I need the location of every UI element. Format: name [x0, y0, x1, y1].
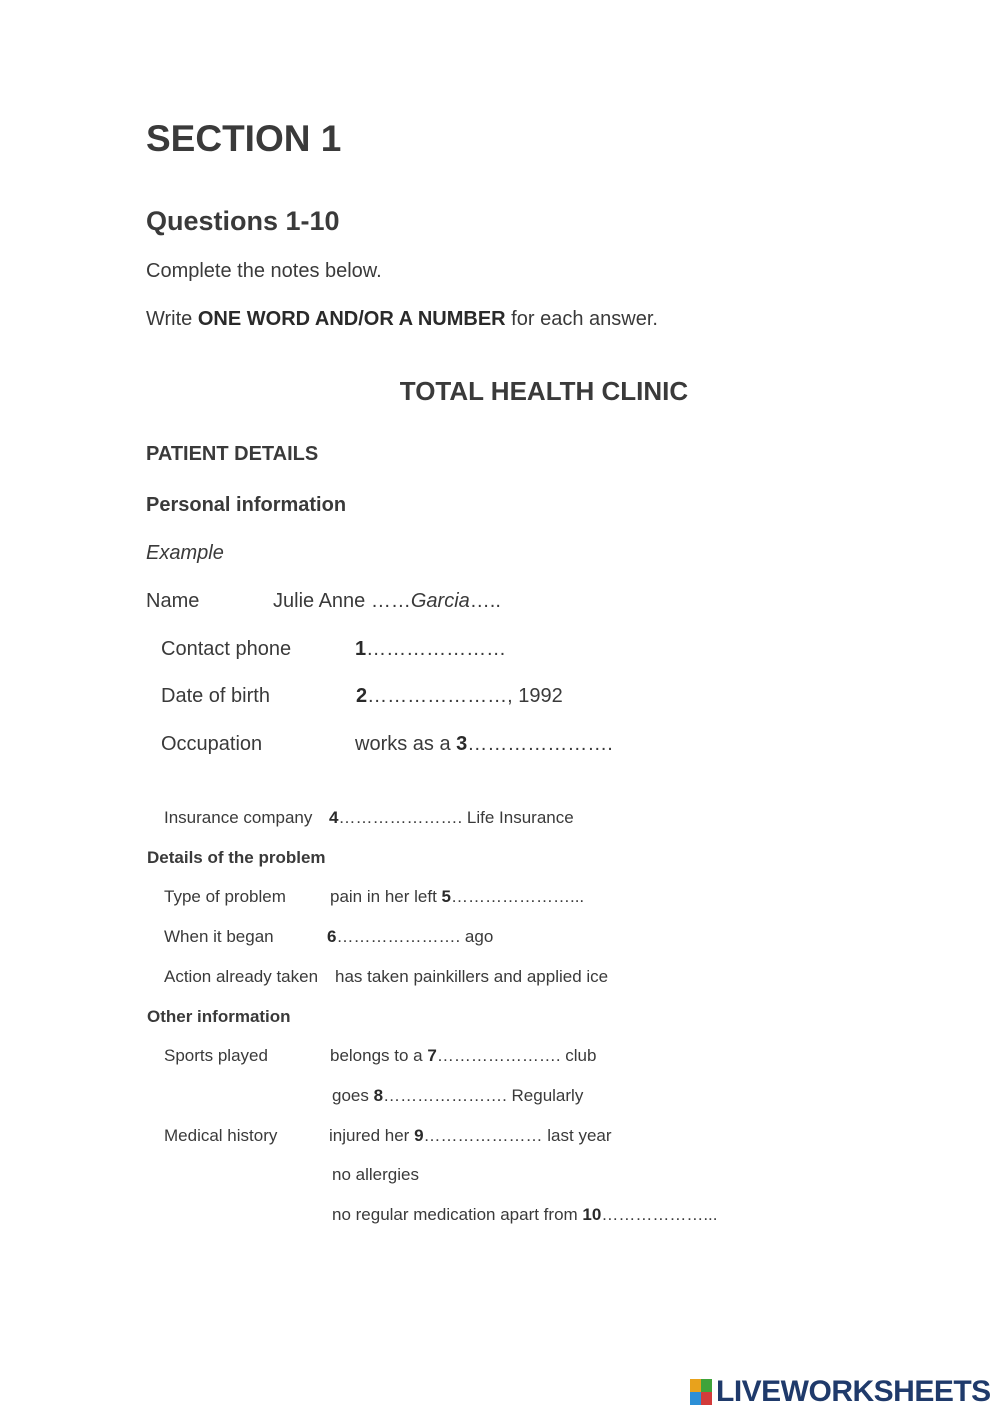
answer-2-blank: …………………: [367, 685, 508, 707]
answer-6-blank: ………………….: [336, 927, 465, 946]
answer-7-field[interactable]: [330, 1046, 596, 1066]
other-information-heading: Other information: [147, 1007, 291, 1026]
insurance-company-label: Insurance company: [164, 808, 313, 827]
answer-10-field[interactable]: [332, 1205, 718, 1225]
instruction-bold: ONE WORD AND/OR A NUMBER: [197, 308, 506, 330]
occupation-label: Occupation: [161, 733, 263, 755]
example-label: [146, 542, 224, 565]
name-pre: Julie Anne ……: [273, 590, 411, 612]
name-value: [273, 590, 501, 613]
question-number-10: 10: [582, 1205, 602, 1224]
medical-history-label: Medical history: [164, 1126, 278, 1145]
medical-suffix: last year: [547, 1126, 612, 1145]
answer-9-field[interactable]: [329, 1126, 612, 1146]
answer-9-blank: …………………: [423, 1126, 548, 1145]
answer-7-blank: ………………….: [436, 1046, 566, 1065]
instruction-pre: Write: [146, 308, 198, 330]
name-post: …..: [469, 590, 501, 612]
contact-phone-label: Contact phone: [161, 638, 292, 660]
answer-10-blank: ………………...: [601, 1205, 718, 1224]
logo-square-1: [690, 1379, 701, 1392]
question-number-6: 6: [327, 927, 337, 946]
answer-8-field[interactable]: [332, 1086, 583, 1106]
insurance-suffix: Life Insurance: [466, 808, 574, 827]
dob-year: , 1992: [507, 685, 563, 707]
patient-details-heading: PATIENT DETAILS: [146, 443, 319, 465]
goes-suffix: Regularly: [511, 1086, 584, 1105]
date-of-birth-label: Date of birth: [161, 685, 270, 707]
question-number-2: 2: [356, 685, 368, 707]
sports-played-label: Sports played: [164, 1046, 268, 1065]
medical-pre: injured her: [329, 1126, 415, 1145]
answer-3-field[interactable]: [355, 733, 613, 756]
liveworksheets-logo-text: LIVEWORKSHEETS: [716, 1375, 991, 1408]
question-number-5: 5: [441, 887, 451, 906]
type-of-problem-label: Type of problem: [164, 887, 286, 906]
answer-4-field[interactable]: [329, 808, 574, 828]
logo-square-2: [701, 1379, 712, 1392]
section-title: SECTION 1: [146, 118, 342, 159]
answer-8-blank: ………………….: [383, 1086, 512, 1105]
answer-1-field[interactable]: [355, 638, 506, 661]
answer-3-blank: ………………….: [467, 733, 613, 755]
action-taken-label: Action already taken: [164, 967, 319, 986]
problem-details-heading: Details of the problem: [147, 848, 326, 867]
personal-information-heading: Personal information: [146, 494, 347, 516]
logo-square-4: [701, 1392, 712, 1405]
began-suffix: ago: [464, 927, 494, 946]
type-pre: pain in her left: [330, 887, 442, 906]
answer-5-field[interactable]: [330, 887, 584, 907]
question-number-9: 9: [414, 1126, 424, 1145]
question-number-3: 3: [456, 733, 468, 755]
instruction-complete-notes: Complete the notes below.: [146, 260, 382, 282]
question-number-7: 7: [427, 1046, 437, 1065]
question-number-4: 4: [329, 808, 339, 827]
question-number-1: 1: [355, 638, 367, 660]
sports-pre: belongs to a: [330, 1046, 428, 1065]
instruction-post: for each answer.: [505, 308, 658, 330]
answer-5-blank: …………………...: [450, 887, 585, 906]
action-taken-value: has taken painkillers and applied ice: [335, 967, 609, 986]
instruction-word-limit: [146, 308, 658, 331]
allergies-value: no allergies: [332, 1165, 419, 1184]
name-example-answer: Garcia: [410, 590, 470, 612]
goes-pre: goes: [332, 1086, 374, 1105]
sports-suffix: club: [565, 1046, 597, 1065]
answer-4-blank: ………………….: [338, 808, 467, 827]
medication-pre: no regular medication apart from: [332, 1205, 583, 1224]
clinic-title: TOTAL HEALTH CLINIC: [399, 376, 689, 406]
example-text: Example: [146, 542, 224, 564]
question-number-8: 8: [373, 1086, 384, 1105]
liveworksheets-logo-icon: [690, 1379, 712, 1405]
questions-title: Questions 1-10: [146, 206, 340, 236]
logo-square-3: [690, 1392, 701, 1405]
answer-1-blank: …………………: [366, 638, 507, 660]
liveworksheets-logo[interactable]: [690, 1374, 991, 1410]
name-label: Name: [146, 590, 200, 612]
answer-6-field[interactable]: [327, 927, 493, 947]
occupation-pre: works as a: [355, 733, 457, 755]
answer-2-field[interactable]: [356, 685, 563, 708]
when-it-began-label: When it began: [164, 927, 274, 946]
